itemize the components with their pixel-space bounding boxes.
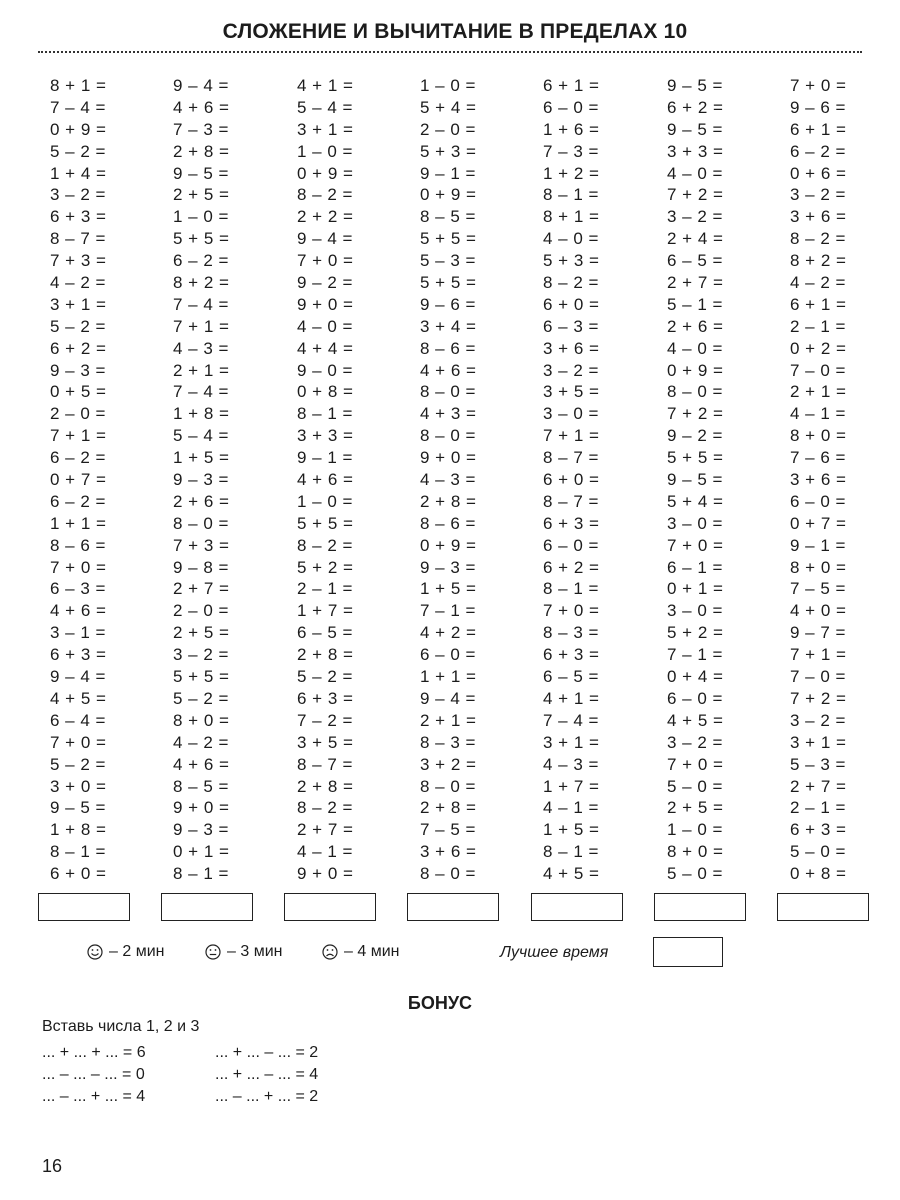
exercise: 6 – 2 = <box>50 491 106 511</box>
exercise: 8 – 0 = <box>420 864 476 884</box>
answer-box-6[interactable] <box>654 893 746 921</box>
exercise: 5 + 2 = <box>667 623 723 643</box>
exercise: 4 – 2 = <box>790 273 846 293</box>
exercise: 1 + 5 = <box>173 448 229 468</box>
exercise: 2 + 7 = <box>790 776 846 796</box>
exercise: 5 – 2 = <box>173 688 229 708</box>
exercise: 0 + 1 = <box>173 842 229 862</box>
exercise: 8 – 6 = <box>420 338 476 358</box>
exercise: 7 – 5 = <box>790 579 846 599</box>
exercise: 9 – 5 = <box>667 470 723 490</box>
exercise: 1 – 0 = <box>297 141 353 161</box>
sad-face-icon <box>322 944 338 960</box>
exercise: 7 + 3 = <box>50 251 106 271</box>
answer-box-4[interactable] <box>407 893 499 921</box>
exercise: 6 – 0 = <box>420 645 476 665</box>
exercise: 5 – 2 = <box>50 754 106 774</box>
exercise: 7 – 6 = <box>790 448 846 468</box>
exercise: 1 + 2 = <box>543 163 599 183</box>
exercise: 6 + 0 = <box>543 294 599 314</box>
exercise: 6 – 0 = <box>543 97 599 117</box>
exercise: 8 – 1 = <box>297 404 353 424</box>
exercise: 3 – 0 = <box>667 601 723 621</box>
exercise: 2 – 1 = <box>790 798 846 818</box>
exercise: 4 – 2 = <box>50 273 106 293</box>
exercise: 5 + 5 = <box>173 229 229 249</box>
exercise: 6 – 5 = <box>543 667 599 687</box>
exercise: 9 – 5 = <box>50 798 106 818</box>
exercise-column-4 <box>420 75 540 885</box>
exercise: 7 – 2 = <box>297 710 353 730</box>
answer-box-1[interactable] <box>38 893 130 921</box>
exercise: 8 – 1 = <box>50 842 106 862</box>
exercise: 7 + 1 = <box>790 645 846 665</box>
exercise-column-1 <box>50 75 170 885</box>
exercise: 5 + 2 = <box>297 557 353 577</box>
exercise: 8 – 2 = <box>297 185 353 205</box>
exercise: 5 + 5 = <box>420 229 476 249</box>
exercise: 2 – 1 = <box>790 316 846 336</box>
exercise: 0 + 9 = <box>420 185 476 205</box>
exercise: 1 + 5 = <box>543 820 599 840</box>
answer-box-2[interactable] <box>161 893 253 921</box>
exercise: 6 – 0 = <box>667 688 723 708</box>
answer-box-3[interactable] <box>284 893 376 921</box>
smile-face-icon <box>87 944 103 960</box>
exercise: 0 + 9 = <box>667 360 723 380</box>
exercise: 4 + 6 = <box>173 97 229 117</box>
exercise: 2 + 1 = <box>173 360 229 380</box>
exercise: 6 + 3 = <box>543 513 599 533</box>
exercise: 3 + 4 = <box>420 316 476 336</box>
exercise: 3 + 6 = <box>790 207 846 227</box>
exercise: 9 – 1 = <box>790 535 846 555</box>
exercise: 5 + 4 = <box>667 491 723 511</box>
exercise: 5 + 4 = <box>420 97 476 117</box>
best-time-box[interactable] <box>653 937 723 967</box>
exercise: 5 – 0 = <box>667 864 723 884</box>
exercise: 4 – 0 = <box>297 316 353 336</box>
exercise: 8 – 7 = <box>543 448 599 468</box>
exercise: 6 – 4 = <box>50 710 106 730</box>
exercise: 7 + 1 = <box>50 426 106 446</box>
exercise: 5 – 3 = <box>420 251 476 271</box>
exercise: 1 + 1 = <box>50 513 106 533</box>
exercise: 1 + 5 = <box>420 579 476 599</box>
exercise: 3 + 1 = <box>50 294 106 314</box>
exercise: 4 + 4 = <box>297 338 353 358</box>
exercise: 5 + 3 = <box>543 251 599 271</box>
exercise: 2 + 7 = <box>297 820 353 840</box>
bonus-equation: ... – ... + ... = 4 <box>42 1088 146 1105</box>
exercise: 7 + 0 = <box>50 557 106 577</box>
exercise: 9 – 5 = <box>667 76 723 95</box>
exercise: 6 – 0 = <box>790 491 846 511</box>
exercise: 2 + 7 = <box>173 579 229 599</box>
exercise: 8 – 1 = <box>543 842 599 862</box>
exercise: 5 – 2 = <box>50 316 106 336</box>
exercise: 4 – 0 = <box>667 163 723 183</box>
exercise: 2 + 8 = <box>297 645 353 665</box>
exercise: 9 – 3 = <box>50 360 106 380</box>
exercise: 9 + 0 = <box>420 448 476 468</box>
exercise: 0 + 2 = <box>790 338 846 358</box>
legend-item-smile <box>87 943 164 961</box>
exercise: 8 – 1 = <box>543 185 599 205</box>
exercise: 5 – 4 = <box>173 426 229 446</box>
exercise: 4 + 6 = <box>297 470 353 490</box>
exercise: 3 + 5 = <box>543 382 599 402</box>
exercise: 4 + 0 = <box>790 601 846 621</box>
exercise: 6 + 3 = <box>50 207 106 227</box>
exercise: 8 – 0 = <box>420 776 476 796</box>
legend-item-sad <box>322 943 399 961</box>
exercise: 6 – 1 = <box>667 557 723 577</box>
exercise: 6 – 5 = <box>297 623 353 643</box>
exercise: 3 + 1 = <box>543 732 599 752</box>
exercise: 8 – 0 = <box>420 382 476 402</box>
exercise: 7 + 2 = <box>790 688 846 708</box>
exercise: 2 + 7 = <box>667 273 723 293</box>
exercise: 8 – 7 = <box>297 754 353 774</box>
exercise: 6 + 2 = <box>667 97 723 117</box>
exercise: 2 + 1 = <box>790 382 846 402</box>
exercise: 0 + 9 = <box>50 119 106 139</box>
exercise: 2 + 8 = <box>297 776 353 796</box>
exercise: 9 + 0 = <box>297 294 353 314</box>
exercise: 8 – 5 = <box>420 207 476 227</box>
exercise: 7 – 4 = <box>543 710 599 730</box>
exercise: 7 – 3 = <box>173 119 229 139</box>
legend-sad-text: – 4 мин <box>344 943 400 960</box>
exercise: 7 – 0 = <box>790 360 846 380</box>
exercise: 8 + 0 = <box>667 842 723 862</box>
exercise: 8 – 7 = <box>50 229 106 249</box>
exercise: 7 + 3 = <box>173 535 229 555</box>
exercise: 9 – 3 = <box>173 470 229 490</box>
exercise: 6 + 1 = <box>790 119 846 139</box>
exercise: 8 – 2 = <box>297 798 353 818</box>
exercise: 6 – 2 = <box>790 141 846 161</box>
exercise: 4 – 0 = <box>667 338 723 358</box>
exercise: 4 – 2 = <box>173 732 229 752</box>
exercise: 6 + 2 = <box>543 557 599 577</box>
exercise: 3 + 1 = <box>297 119 353 139</box>
exercise: 8 – 0 = <box>667 382 723 402</box>
exercise: 0 + 8 = <box>790 864 846 884</box>
exercise: 1 + 7 = <box>297 601 353 621</box>
exercise: 9 – 8 = <box>173 557 229 577</box>
bonus-title: БОНУС <box>407 993 473 1013</box>
exercise: 9 – 7 = <box>790 623 846 643</box>
exercise: 4 + 5 = <box>50 688 106 708</box>
exercise: 6 – 2 = <box>173 251 229 271</box>
exercise: 2 – 0 = <box>420 119 476 139</box>
exercise: 9 + 0 = <box>173 798 229 818</box>
exercise-column-7 <box>790 75 900 885</box>
exercise: 9 – 2 = <box>667 426 723 446</box>
exercise: 9 – 3 = <box>173 820 229 840</box>
exercise: 9 + 0 = <box>297 864 353 884</box>
exercise: 8 – 0 = <box>420 426 476 446</box>
exercise: 4 – 1 = <box>543 798 599 818</box>
exercise: 0 + 7 = <box>50 470 106 490</box>
exercise: 8 – 2 = <box>790 229 846 249</box>
exercise: 2 + 4 = <box>667 229 723 249</box>
exercise: 7 + 1 = <box>543 426 599 446</box>
exercise: 0 + 8 = <box>297 382 353 402</box>
exercise: 7 + 2 = <box>667 185 723 205</box>
exercise: 3 + 1 = <box>790 732 846 752</box>
exercise: 8 – 6 = <box>420 513 476 533</box>
exercise: 8 – 0 = <box>173 513 229 533</box>
exercise: 7 + 0 = <box>543 601 599 621</box>
exercise: 8 + 0 = <box>173 710 229 730</box>
exercise: 8 – 2 = <box>297 535 353 555</box>
exercise: 1 + 4 = <box>50 163 106 183</box>
exercise: 3 – 2 = <box>790 710 846 730</box>
exercise: 6 + 2 = <box>50 338 106 358</box>
answer-box-7[interactable] <box>777 893 869 921</box>
exercise: 4 + 6 = <box>420 360 476 380</box>
exercise: 9 – 4 = <box>50 667 106 687</box>
exercise: 6 + 1 = <box>790 294 846 314</box>
exercise: 9 – 4 = <box>420 688 476 708</box>
exercise: 5 – 1 = <box>667 294 723 314</box>
exercise: 1 + 7 = <box>543 776 599 796</box>
exercise: 4 – 1 = <box>297 842 353 862</box>
exercise: 4 + 6 = <box>50 601 106 621</box>
exercise: 6 + 1 = <box>543 76 599 95</box>
exercise: 8 – 2 = <box>543 273 599 293</box>
exercise: 2 + 6 = <box>667 316 723 336</box>
exercise: 8 – 7 = <box>543 491 599 511</box>
exercise: 7 + 1 = <box>173 316 229 336</box>
exercise: 7 + 0 = <box>667 754 723 774</box>
exercise: 5 – 0 = <box>667 776 723 796</box>
exercise: 7 + 0 = <box>297 251 353 271</box>
exercise-columns <box>0 75 900 885</box>
exercise: 4 + 1 = <box>297 76 353 95</box>
exercise: 7 – 5 = <box>420 820 476 840</box>
exercise: 3 + 6 = <box>790 470 846 490</box>
exercise: 9 – 3 = <box>420 557 476 577</box>
exercise: 3 – 2 = <box>543 360 599 380</box>
exercise: 3 + 5 = <box>297 732 353 752</box>
legend-item-neutral <box>205 943 282 961</box>
exercise: 6 + 0 = <box>543 470 599 490</box>
bonus-right-column <box>215 1042 318 1108</box>
exercise: 2 + 5 = <box>173 623 229 643</box>
exercise: 7 + 2 = <box>667 404 723 424</box>
exercise: 9 – 6 = <box>790 97 846 117</box>
exercise: 4 – 3 = <box>543 754 599 774</box>
page-title: СЛОЖЕНИЕ И ВЫЧИТАНИЕ В ПРЕДЕЛАХ 10 <box>222 20 688 43</box>
exercise: 2 + 8 = <box>420 491 476 511</box>
exercise: 4 – 1 = <box>790 404 846 424</box>
exercise: 9 – 4 = <box>297 229 353 249</box>
exercise: 8 – 3 = <box>420 732 476 752</box>
exercise: 9 – 1 = <box>420 163 476 183</box>
exercise: 3 + 6 = <box>420 842 476 862</box>
exercise: 9 – 5 = <box>667 119 723 139</box>
exercise: 0 + 9 = <box>420 535 476 555</box>
exercise: 5 + 3 = <box>420 141 476 161</box>
bonus-equation: ... + ... + ... = 6 <box>42 1044 146 1061</box>
exercise-column-2 <box>173 75 293 885</box>
exercise: 5 + 5 = <box>173 667 229 687</box>
exercise: 8 + 0 = <box>790 557 846 577</box>
exercise: 5 + 5 = <box>667 448 723 468</box>
exercise: 2 + 8 = <box>173 141 229 161</box>
exercise: 8 + 1 = <box>50 76 106 95</box>
exercise: 5 – 0 = <box>790 842 846 862</box>
exercise: 8 + 2 = <box>790 251 846 271</box>
exercise-column-6 <box>667 75 787 885</box>
exercise: 8 + 1 = <box>543 207 599 227</box>
title-divider <box>38 51 862 53</box>
exercise: 9 – 1 = <box>297 448 353 468</box>
exercise: 7 – 4 = <box>173 382 229 402</box>
bonus-instruction: Вставь числа 1, 2 и 3 <box>42 1018 200 1035</box>
exercise: 6 + 3 = <box>790 820 846 840</box>
exercise: 3 + 3 = <box>667 141 723 161</box>
exercise: 3 + 2 = <box>420 754 476 774</box>
exercise: 3 – 2 = <box>790 185 846 205</box>
exercise: 4 – 3 = <box>173 338 229 358</box>
exercise: 0 + 7 = <box>790 513 846 533</box>
exercise: 7 + 0 = <box>667 535 723 555</box>
exercise: 8 – 5 = <box>173 776 229 796</box>
exercise: 2 + 8 = <box>420 798 476 818</box>
legend-neutral-text: – 3 мин <box>227 943 283 960</box>
exercise: 6 – 3 = <box>543 316 599 336</box>
exercise-column-5 <box>543 75 663 885</box>
exercise: 7 – 4 = <box>50 97 106 117</box>
exercise: 3 + 0 = <box>50 776 106 796</box>
exercise: 7 + 0 = <box>790 76 846 95</box>
exercise: 1 – 0 = <box>420 76 476 95</box>
exercise: 7 – 1 = <box>420 601 476 621</box>
exercise: 0 + 9 = <box>297 163 353 183</box>
exercise: 6 + 3 = <box>50 645 106 665</box>
exercise: 9 – 5 = <box>173 163 229 183</box>
exercise: 1 – 0 = <box>297 491 353 511</box>
exercise: 2 + 6 = <box>173 491 229 511</box>
exercise: 8 + 0 = <box>790 426 846 446</box>
exercise: 5 – 3 = <box>790 754 846 774</box>
legend-smile-text: – 2 мин <box>109 943 165 960</box>
exercise: 6 – 2 = <box>50 448 106 468</box>
exercise: 7 – 3 = <box>543 141 599 161</box>
exercise: 5 – 4 = <box>297 97 353 117</box>
exercise: 0 + 5 = <box>50 382 106 402</box>
exercise: 6 – 3 = <box>50 579 106 599</box>
exercise: 4 – 0 = <box>543 229 599 249</box>
exercise: 9 – 2 = <box>297 273 353 293</box>
exercise: 5 + 5 = <box>297 513 353 533</box>
exercise: 3 – 2 = <box>50 185 106 205</box>
exercise: 1 + 8 = <box>50 820 106 840</box>
exercise: 4 + 5 = <box>667 710 723 730</box>
exercise: 7 + 0 = <box>50 732 106 752</box>
exercise: 3 + 3 = <box>297 426 353 446</box>
exercise: 5 – 2 = <box>50 141 106 161</box>
neutral-face-icon <box>205 944 221 960</box>
exercise: 3 – 0 = <box>667 513 723 533</box>
exercise: 4 + 3 = <box>420 404 476 424</box>
exercise: 6 – 5 = <box>667 251 723 271</box>
exercise: 2 + 5 = <box>173 185 229 205</box>
exercise: 9 – 0 = <box>297 360 353 380</box>
exercise: 3 – 2 = <box>667 732 723 752</box>
exercise: 3 + 6 = <box>543 338 599 358</box>
exercise: 7 – 1 = <box>667 645 723 665</box>
exercise: 2 – 0 = <box>173 601 229 621</box>
bonus-equation: ... + ... – ... = 4 <box>215 1066 319 1083</box>
exercise: 4 – 3 = <box>420 470 476 490</box>
exercise: 7 – 0 = <box>790 667 846 687</box>
exercise: 1 + 6 = <box>543 119 599 139</box>
exercise: 5 + 5 = <box>420 273 476 293</box>
exercise: 1 + 8 = <box>173 404 229 424</box>
exercise: 3 – 1 = <box>50 623 106 643</box>
exercise: 2 + 2 = <box>297 207 353 227</box>
page-number: 16 <box>42 1156 63 1176</box>
exercise: 7 – 4 = <box>173 294 229 314</box>
answer-box-5[interactable] <box>531 893 623 921</box>
exercise: 8 – 1 = <box>543 579 599 599</box>
exercise: 0 + 6 = <box>790 163 846 183</box>
exercise: 3 – 2 = <box>667 207 723 227</box>
best-time-label: Лучшее время <box>500 944 609 961</box>
exercise: 2 + 1 = <box>420 710 476 730</box>
exercise-column-3 <box>297 75 417 885</box>
bonus-equation: ... – ... – ... = 0 <box>42 1066 145 1083</box>
exercise: 8 – 1 = <box>173 864 229 884</box>
exercise: 3 – 2 = <box>173 645 229 665</box>
exercise: 1 – 0 = <box>173 207 229 227</box>
exercise: 6 + 3 = <box>543 645 599 665</box>
bonus-left-column <box>42 1042 146 1108</box>
exercise: 3 – 0 = <box>543 404 599 424</box>
exercise: 6 + 3 = <box>297 688 353 708</box>
exercise: 1 + 1 = <box>420 667 476 687</box>
exercise: 1 – 0 = <box>667 820 723 840</box>
exercise: 8 + 2 = <box>173 273 229 293</box>
exercise: 2 – 1 = <box>297 579 353 599</box>
exercise: 2 – 0 = <box>50 404 106 424</box>
exercise: 2 + 5 = <box>667 798 723 818</box>
exercise: 4 + 6 = <box>173 754 229 774</box>
exercise: 8 – 3 = <box>543 623 599 643</box>
exercise: 9 – 6 = <box>420 294 476 314</box>
exercise: 6 + 0 = <box>50 864 106 884</box>
exercise: 4 + 2 = <box>420 623 476 643</box>
exercise: 6 – 0 = <box>543 535 599 555</box>
exercise: 8 – 6 = <box>50 535 106 555</box>
bonus-equation: ... + ... – ... = 2 <box>215 1044 319 1061</box>
exercise: 5 – 2 = <box>297 667 353 687</box>
bonus-equation: ... – ... + ... = 2 <box>215 1088 319 1105</box>
exercise: 0 + 1 = <box>667 579 723 599</box>
exercise: 9 – 4 = <box>173 76 229 95</box>
exercise: 4 + 5 = <box>543 864 599 884</box>
exercise: 4 + 1 = <box>543 688 599 708</box>
exercise: 0 + 4 = <box>667 667 723 687</box>
